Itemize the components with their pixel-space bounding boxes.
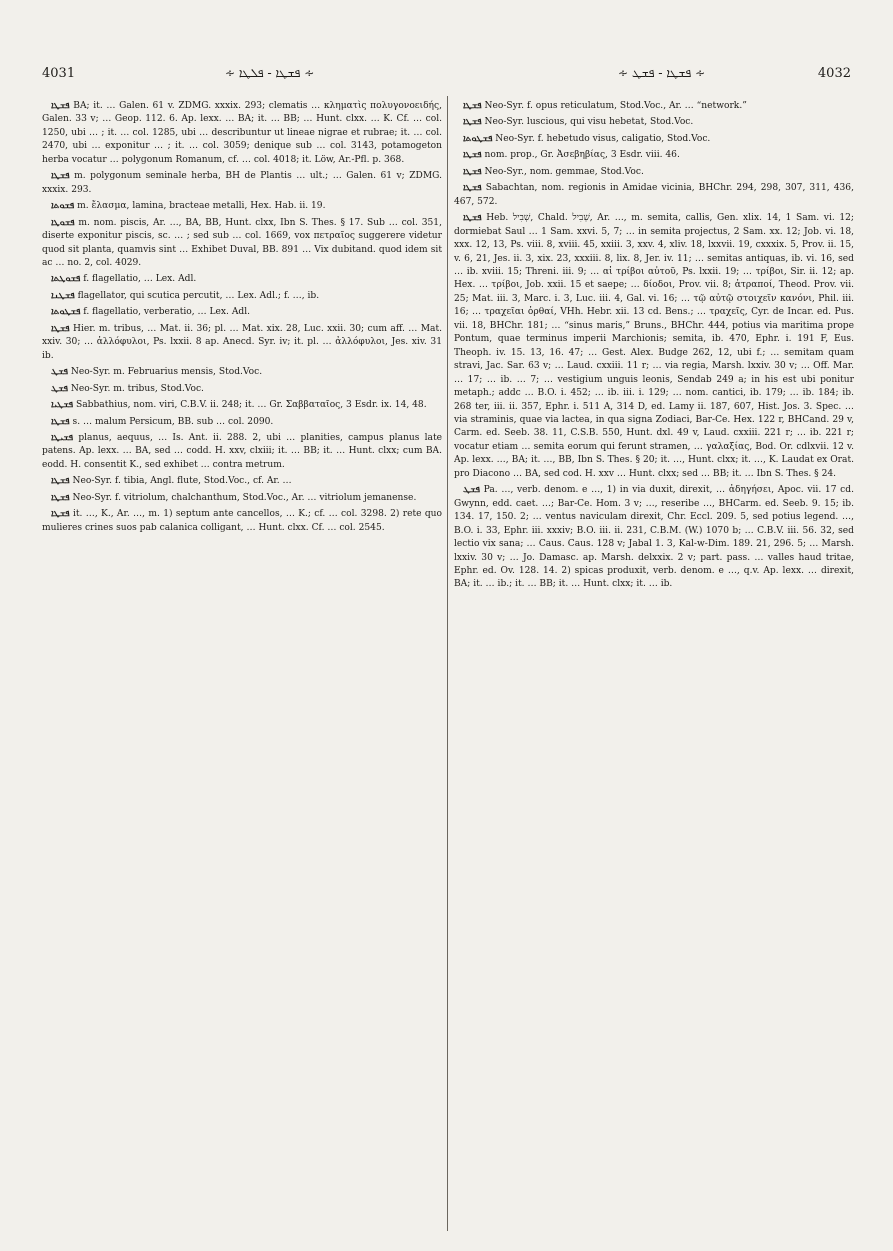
entry-text: Neo-Syr. f. vitriolum, chalchanthum, Stod.Voc., Ar. … vitriolum jemanense.: [72, 492, 417, 503]
entry-text: BA; it. … Galen. 61 v. ZDMG. xxxix. 293; clematis … κληματὶς πολυγονοειδής, Galen. 33 v; … Geop. 112. 6. Ap. lexx. … BA; it. … BB; … Hunt. clxx. … K. Cf. … col. 1250, ubi … ; it. … col. 1285, ubi … describuntur ut lineae nigrae et rubrae; it. … col. 2470, ubi … exponitur … ; it. … col. 3059; denique sub … col. 3143, potamogeton herba vocatur … polygonum Romanum, cf. … col. 4018; it. Löw, Ar.-Pfl. p. 368.: [42, 101, 442, 165]
dictionary-entry: [454, 116, 854, 129]
dictionary-entry: [42, 170, 442, 197]
entry-text: Heb. שְׁבִיל, Chald. שְׁבִיל, Ar. …, m. semita, callis, Gen. xlix. 14, 1 Sam. vi. 12; dormiebat Saul … 1 Sam. xxvi. 5, 7; … in semita projectus, 2 Sam. xx. 12; Job. vi. 18, xxx. 12, 13, Ps. viii. 8, xviii. 45, xxiii. 3, xxv. 4, xliv. 18, lxxvii. 19, cxxxix. 5, Prov. ii. 15, v. 6, 21, Jes. ii. 3, xix. 23, xxxiii. 8, lix. 8, Jer. iv. 11; … semitas antiquas, ib. vi. 16, sed … ib. xviii. 15; Threni. iii. 9; … αἱ τρίβοι αὐτοῦ, Ps. lxxii. 19; … τρίβοι, Sir. ii. 12; ap. Hex. … τρίβοι, Job. xxii. 15 et saepe; … δίοδοι, Prov. vii. 8; ἀτραποί, Theod. Prov. vii. 25; Mat. iii. 3, Marc. i. 3, Luc. iii. 4, Gal. vi. 16; … τῷ αὐτῷ στοιχεῖν κανόνι, Phil. iii. 16; … τραχεῖαι ὀρθαί, VHh. Hebr. xii. 13 cd. Bens.; … τραχεῖς, Cyr. de Incar. ed. Pus. vii. 18, BHChr. 181; … “sinus maris,” Bruns., BHChr. 444, potius via maritima prope Pontum, quae terminus imperii Marchionis; semita, ib. 470, Ephr. i. 191 F, Eus. Theoph. iv. 15. 13, 16. 47; … Gest. Alex. Budge 262, 12, ubi f.; … semitam quam stravi, Jac. Sar. 63 v; … Laud. cxxiii. 11 r; … via regia, Marsh. lxxiv. 30 v; … Off. Mar. … 17; … ib. … 7; … vestigium unguis leonis, Sendab 249 a; in his est ubi ponitur metaph.; addc … B.O. i. 452; … ib. iii. i. 129; … nom. cantici, ib. 179; … ib. 184; ib. 268 ter, iii. ii. 357, Ephr. i. 511 A, 314 D, ed. Lamy ii. 187, 607, Hist. Jos. 3. Spec. … via straminis, quae via lactea, in qua signa Zodiaci, Bar-Ce. Hex. 122 r, BHCand. 29 v, Carm. ed. Seeb. 38. 11, C.S.B. 550, Hunt. dxl. 49 v, Laud. cxxiii. 221 r; … ib. 221 r; vocatur etiam … semita eorum qui ferunt stramen, … γαλαξίας, Bod. Or. cdlxvii. 12 v. Ap. lexx. …, BA; it. …, BB, Ibn S. Thes. § 20; it. …, Hunt. clxx; it. …, K. Laudat ex Orat. pro Diacono … BA, sed cod. H. xxv … Hunt. clxx; sed … BB; it. … Ibn S. Thes. § 24.: [454, 213, 854, 479]
entry-headword: ܦܫܛܐ: [51, 509, 70, 520]
dictionary-entry: [454, 133, 854, 146]
entry-headword: ܦܫܛܐ: [51, 101, 70, 111]
dictionary-entry: [42, 217, 442, 271]
column-divider: [447, 96, 448, 1231]
entry-text: s. … malum Persicum, BB. sub … col. 2090.: [72, 416, 274, 427]
entry-text: m. nom. piscis, Ar. …, BA, BB, Hunt. clxx, Ibn S. Thes. § 17. Sub … col. 351, diserte exponitur piscis, sc. … ; sed sub … col. 1669, vox πετραῖος suggerere videtur quod sit planta, quamvis sint … Exhibet Duval, BB. 891 … Vix dubitand. quod idem sit ac … no. 2, col. 4029.: [42, 217, 442, 268]
dictionary-entry: [42, 290, 442, 303]
entry-text: Sabachtan, nom. regionis in Amidae vicinia, BHChr. 294, 298, 307, 311, 436, 467, 572.: [454, 183, 854, 207]
page-header: [0, 66, 893, 88]
dictionary-entry: [454, 182, 854, 209]
entry-headword: ܦܫܛܐ: [51, 416, 70, 427]
entry-headword: ܦܫܛܐ: [51, 171, 70, 182]
entry-headword: ܦܫܘܛܐ: [51, 217, 75, 228]
entry-text: Neo-Syr. f. hebetudo visus, caligatio, Stod.Voc.: [495, 133, 711, 144]
entry-text: it. …, K., Ar. …, m. 1) septum ante cancellos, … K.; cf. … col. 3298. 2) rete quo mulieres crines suos pab calanica colligant, … Hunt. clxx. Cf. … col. 2545.: [42, 509, 442, 533]
entry-text: Neo-Syr. f. tibia, Angl. flute, Stod.Voc., cf. Ar. …: [72, 476, 292, 487]
dictionary-entry: [42, 416, 442, 429]
entry-headword: ܦܫܛܐ: [463, 166, 482, 177]
entry-headword: ܦܫܛܘܬܐ: [463, 133, 493, 144]
dictionary-entry: [42, 306, 442, 319]
page-number-right: 4032: [817, 66, 851, 81]
dictionary-entry: [42, 475, 442, 488]
entry-text: m. ἔλασμα, lamina, bracteae metalli, Hex. Hab. ii. 19.: [77, 201, 326, 212]
entry-text: Neo-Syr. m. tribus, Stod.Voc.: [70, 383, 204, 394]
entry-text: f. flagellatio, … Lex. Adl.: [83, 274, 197, 285]
dictionary-entry: [42, 432, 442, 472]
dictionary-entry: [42, 100, 442, 167]
dictionary-entry: [42, 366, 442, 379]
entry-text: planus, aequus, … Is. Ant. ii. 288. 2, ubi … planities, campus planus late patens. Ap. lexx. … BA, sed … codd. H. xxv, clxiii; it. … BB; it. … Hunt. clxx; cum BA. eodd. H. consentit K., sed exhibet … contra metrum.: [42, 432, 442, 470]
entry-headword: ܦܫܘܛܬܐ: [51, 274, 81, 285]
dictionary-entry: [42, 492, 442, 505]
entry-text: Neo-Syr. f. opus reticulatum, Stod.Voc., Ar. … “network.”: [484, 101, 747, 111]
entry-text: Neo-Syr. luscious, qui visu hebetat, Stod.Voc.: [484, 117, 694, 128]
dictionary-entry: [42, 323, 442, 363]
entry-headword: ܦܫܛܐ: [51, 476, 70, 487]
entry-headword: ܦܫܛܐ: [463, 150, 482, 161]
entry-text: m. polygonum seminale herba, BH de Plantis … ult.; … Galen. 61 v; ZDMG. xxxix. 293.: [42, 171, 442, 195]
entry-headword: ܦܫܘܬܐ: [51, 201, 75, 212]
entry-text: Neo-Syr. m. Februarius mensis, Stod.Voc.: [70, 367, 263, 378]
dictionary-entry: [454, 149, 854, 162]
entry-headword: ܦܫܛܐ: [463, 117, 482, 128]
entry-headword: ܦܫܛ: [51, 367, 68, 378]
entry-headword: ܦܫܛܢܐ: [51, 290, 75, 301]
entry-headword: ܦܫܝܛܐ: [51, 432, 74, 443]
dictionary-entry: [42, 273, 442, 286]
dictionary-entry: [42, 399, 442, 412]
entry-text: Neo-Syr., nom. gemmae, Stod.Voc.: [484, 166, 644, 177]
entry-text: Hier. m. tribus, … Mat. ii. 36; pl. … Mat. xix. 28, Luc. xxii. 30; cum aff. … Mat. xxiv. 30; … ἀλλόφυλοι, Ps. lxxii. 8 ap. Anecd. Syr. iv; it. pl. … ἀλλόφυλοι, Jes. xiv. 31 ib.: [42, 323, 442, 361]
dictionary-entry: [454, 100, 854, 113]
entry-headword: ܦܫܛܐ: [463, 101, 482, 111]
entry-headword: ܦܫܛ: [51, 383, 68, 394]
running-title-left: ∻ ܦܫܛܐ - ܦܠܛܐ ∻: [225, 66, 315, 80]
dictionary-entry: [42, 508, 442, 535]
entry-text: Pa. …, verb. denom. e …, 1) in via duxit, direxit, … ἀδηγήσει, Apoc. vii. 17 cd. Gwynn, edd. caet. …; Bar-Ce. Hom. 3 v; …, reseribe …, BHCarm. ed. Seeb. 9. 15; ib. 134. 17, 150. 2; … ventus naviculam direxit, Chr. Eccl. 209. 5, sed potius legend. …, B.O. i. 33, Ephr. iii. xxxiv; B.O. iii. ii. 231, C.B.M. (W.) 1070 b; … C.B.V. iii. 56. 32, sed lectio vix sana; … Caus. Caus. 128 v; Jabal 1. 3, Kal-w-Dim. 189. 21, 296. 5; … Marsh. lxxiv. 30 v; … Jo. Damasc. ap. Marsh. delxxix. 2 v; part. pass. … valles haud tritae, Ephr. ed. Ov. 128. 14. 2) spicas produxit, verb. denom. e …, q.v. Ap. lexx. … direxit, BA; it. … ib.; it. … BB; it. … Hunt. clxx; it. … ib.: [454, 485, 854, 590]
entry-text: nom. prop., Gr. Ἀσεβηβίας, 3 Esdr. viii. 46.: [484, 150, 680, 161]
left-column: [42, 100, 442, 1230]
dictionary-entry: [454, 484, 854, 592]
dictionary-entry: [454, 212, 854, 481]
entry-headword: ܦܫܛܝܐ: [51, 400, 74, 411]
entry-text: flagellator, qui scutica percutit, … Lex. Adl.; f. …, ib.: [77, 290, 320, 301]
entry-headword: ܦܫܛܐ: [463, 213, 482, 224]
entry-text: Sabbathius, nom. viri, C.B.V. ii. 248; it. … Gr. Σαββαταῖος, 3 Esdr. ix. 14, 48.: [75, 400, 427, 411]
dictionary-entry: [42, 383, 442, 396]
right-column: [454, 100, 854, 1230]
entry-headword: ܦܫܛܐ: [51, 323, 70, 334]
entry-text: f. flagellatio, verberatio, … Lex. Adl.: [83, 307, 251, 318]
dictionary-entry: [42, 200, 442, 213]
entry-headword: ܦܫܛܐ: [51, 492, 70, 503]
dictionary-entry: [454, 166, 854, 179]
page-number-left: 4031: [42, 66, 76, 81]
entry-headword: ܦܫܛܘܬܐ: [51, 307, 81, 318]
running-title-right: ∻ ܦܫܛܐ - ܦܫܛ ∻: [618, 66, 706, 80]
entry-headword: ܦܫܛ: [463, 485, 480, 496]
entry-headword: ܦܫܛܐ: [463, 183, 482, 194]
